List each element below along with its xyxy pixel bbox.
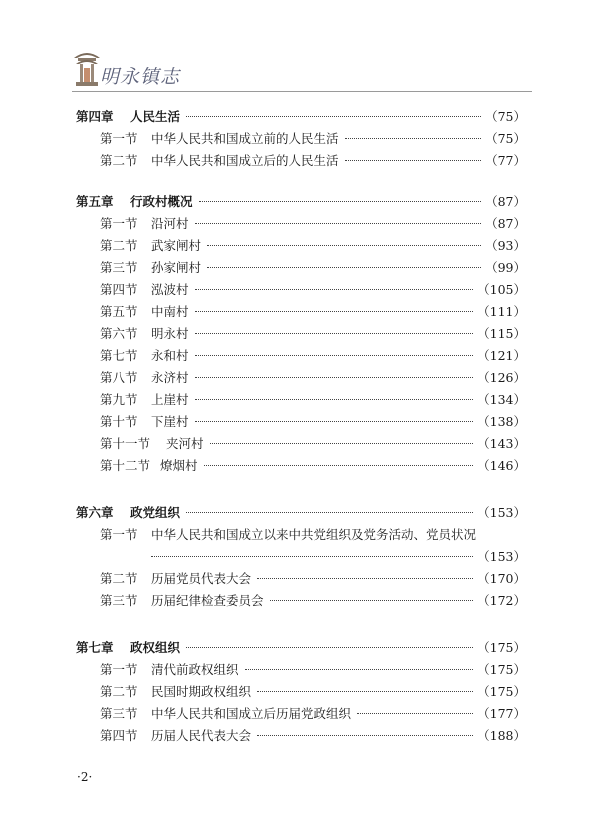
page-ref: （177） xyxy=(477,706,526,721)
toc-chapter-7[interactable] xyxy=(76,637,526,659)
page-ref: （87） xyxy=(485,216,526,231)
page-ref: （143） xyxy=(477,436,526,451)
section-number: 第五节 xyxy=(100,304,138,319)
section-number: 第四节 xyxy=(100,728,138,743)
dot-leader xyxy=(357,713,473,714)
page-ref: （115） xyxy=(477,326,526,341)
toc-chapter-6[interactable] xyxy=(76,502,526,524)
chapter-title: 人民生活 xyxy=(130,109,181,124)
section-number: 第十二节 xyxy=(100,458,151,473)
dot-leader xyxy=(195,399,474,400)
page-ref: （153） xyxy=(477,549,526,564)
dot-leader xyxy=(210,443,474,444)
toc-section[interactable] xyxy=(76,345,526,367)
section-number: 第四节 xyxy=(100,282,138,297)
page-ref: （172） xyxy=(477,593,526,608)
page-ref: （105） xyxy=(477,282,526,297)
toc-section[interactable] xyxy=(76,279,526,301)
chapter-number: 第七章 xyxy=(76,640,114,655)
section-title: 清代前政权组织 xyxy=(151,662,239,677)
dot-leader xyxy=(204,465,474,466)
section-title: 历届党员代表大会 xyxy=(151,571,252,586)
page-ref: （111） xyxy=(477,304,526,319)
toc-section[interactable] xyxy=(76,128,526,150)
toc-section[interactable] xyxy=(76,411,526,433)
section-title: 中华人民共和国成立后历届党政组织 xyxy=(151,706,352,721)
page-ref: （175） xyxy=(477,662,526,677)
section-number: 第三节 xyxy=(100,593,138,608)
dot-leader xyxy=(186,647,473,648)
page-ref: （77） xyxy=(485,153,526,168)
header-divider xyxy=(72,91,532,92)
chapter-number: 第五章 xyxy=(76,194,114,209)
page-ref: （175） xyxy=(477,684,526,699)
section-number: 第七节 xyxy=(100,348,138,363)
toc-section[interactable] xyxy=(76,524,526,546)
toc-section-continuation[interactable] xyxy=(76,546,526,568)
section-number: 第三节 xyxy=(100,706,138,721)
toc-section[interactable] xyxy=(76,235,526,257)
page-ref: （175） xyxy=(477,640,526,655)
section-title: 历届人民代表大会 xyxy=(151,728,252,743)
pavilion-logo-icon xyxy=(72,44,102,90)
toc-section[interactable] xyxy=(76,213,526,235)
chapter-title: 政权组织 xyxy=(130,640,181,655)
section-title: 泓波村 xyxy=(151,282,189,297)
section-number: 第十一节 xyxy=(100,436,151,451)
section-number: 第十节 xyxy=(100,414,138,429)
dot-leader xyxy=(195,289,474,290)
section-title: 孙家闸村 xyxy=(151,260,202,275)
chapter-title: 行政村概况 xyxy=(130,194,193,209)
page-ref: （170） xyxy=(477,571,526,586)
toc-section[interactable] xyxy=(76,703,526,725)
chapter-number: 第六章 xyxy=(76,505,114,520)
dot-leader xyxy=(257,578,473,579)
section-title: 中华人民共和国成立前的人民生活 xyxy=(151,131,339,146)
section-number: 第一节 xyxy=(100,662,138,677)
chapter-title: 政党组织 xyxy=(130,505,181,520)
page-ref: （138） xyxy=(477,414,526,429)
section-number: 第二节 xyxy=(100,238,138,253)
page-ref: （188） xyxy=(477,728,526,743)
section-number: 第八节 xyxy=(100,370,138,385)
section-title: 民国时期政权组织 xyxy=(151,684,252,699)
dot-leader xyxy=(345,138,482,139)
section-title: 中南村 xyxy=(151,304,189,319)
dot-leader xyxy=(186,116,481,117)
section-number: 第一节 xyxy=(100,527,138,542)
section-number: 第一节 xyxy=(100,131,138,146)
section-number: 第二节 xyxy=(100,153,138,168)
section-title: 永济村 xyxy=(151,370,189,385)
dot-leader xyxy=(345,160,482,161)
toc-section[interactable] xyxy=(76,659,526,681)
dot-leader xyxy=(195,333,474,334)
dot-leader xyxy=(257,735,473,736)
page-number: ·2· xyxy=(77,770,93,784)
section-number: 第九节 xyxy=(100,392,138,407)
dot-leader xyxy=(195,355,474,356)
page-ref: （153） xyxy=(477,505,526,520)
toc-section[interactable] xyxy=(76,389,526,411)
toc-section[interactable] xyxy=(76,433,526,455)
dot-leader xyxy=(245,669,474,670)
dot-leader xyxy=(186,512,473,513)
section-title: 沿河村 xyxy=(151,216,189,231)
dot-leader xyxy=(207,245,481,246)
toc-section[interactable] xyxy=(76,257,526,279)
toc-section[interactable] xyxy=(76,150,526,172)
page-ref: （99） xyxy=(485,260,526,275)
section-number: 第二节 xyxy=(100,571,138,586)
section-number: 第三节 xyxy=(100,260,138,275)
section-title: 下崖村 xyxy=(151,414,189,429)
section-title: 明永村 xyxy=(151,326,189,341)
dot-leader xyxy=(195,223,482,224)
section-number: 第一节 xyxy=(100,216,138,231)
dot-leader xyxy=(151,556,473,557)
dot-leader xyxy=(199,201,482,202)
dot-leader xyxy=(207,267,481,268)
toc-section[interactable] xyxy=(76,323,526,345)
section-title: 中华人民共和国成立后的人民生活 xyxy=(151,153,339,168)
toc-section[interactable] xyxy=(76,301,526,323)
brand-title: 明永镇志 xyxy=(100,66,181,88)
page-ref: （75） xyxy=(485,131,526,146)
section-title: 永和村 xyxy=(151,348,189,363)
section-number: 第六节 xyxy=(100,326,138,341)
dot-leader xyxy=(195,311,474,312)
page-ref: （126） xyxy=(477,370,526,385)
section-title: 燎烟村 xyxy=(160,458,198,473)
page-ref: （75） xyxy=(485,109,526,124)
page-ref: （134） xyxy=(477,392,526,407)
section-title: 夹河村 xyxy=(166,436,204,451)
toc-chapter-4[interactable] xyxy=(76,106,526,128)
table-of-contents xyxy=(76,106,526,747)
page-ref: （87） xyxy=(485,194,526,209)
dot-leader xyxy=(270,600,474,601)
section-title: 武家闸村 xyxy=(151,238,202,253)
toc-section[interactable] xyxy=(76,590,526,612)
section-title: 上崖村 xyxy=(151,392,189,407)
section-number: 第二节 xyxy=(100,684,138,699)
page-ref: （93） xyxy=(485,238,526,253)
toc-section[interactable] xyxy=(76,367,526,389)
toc-chapter-5[interactable] xyxy=(76,191,526,213)
chapter-number: 第四章 xyxy=(76,109,114,124)
dot-leader xyxy=(257,691,473,692)
page-ref: （121） xyxy=(477,348,526,363)
dot-leader xyxy=(195,377,474,378)
toc-section[interactable] xyxy=(76,568,526,590)
section-title: 中华人民共和国成立以来中共党组织及党务活动、党员状况 xyxy=(151,527,477,542)
page-ref: （146） xyxy=(477,458,526,473)
section-title: 历届纪律检查委员会 xyxy=(151,593,264,608)
dot-leader xyxy=(195,421,474,422)
page-header xyxy=(72,44,212,94)
toc-section[interactable] xyxy=(76,725,526,747)
toc-section[interactable] xyxy=(76,681,526,703)
toc-section[interactable] xyxy=(76,455,526,477)
